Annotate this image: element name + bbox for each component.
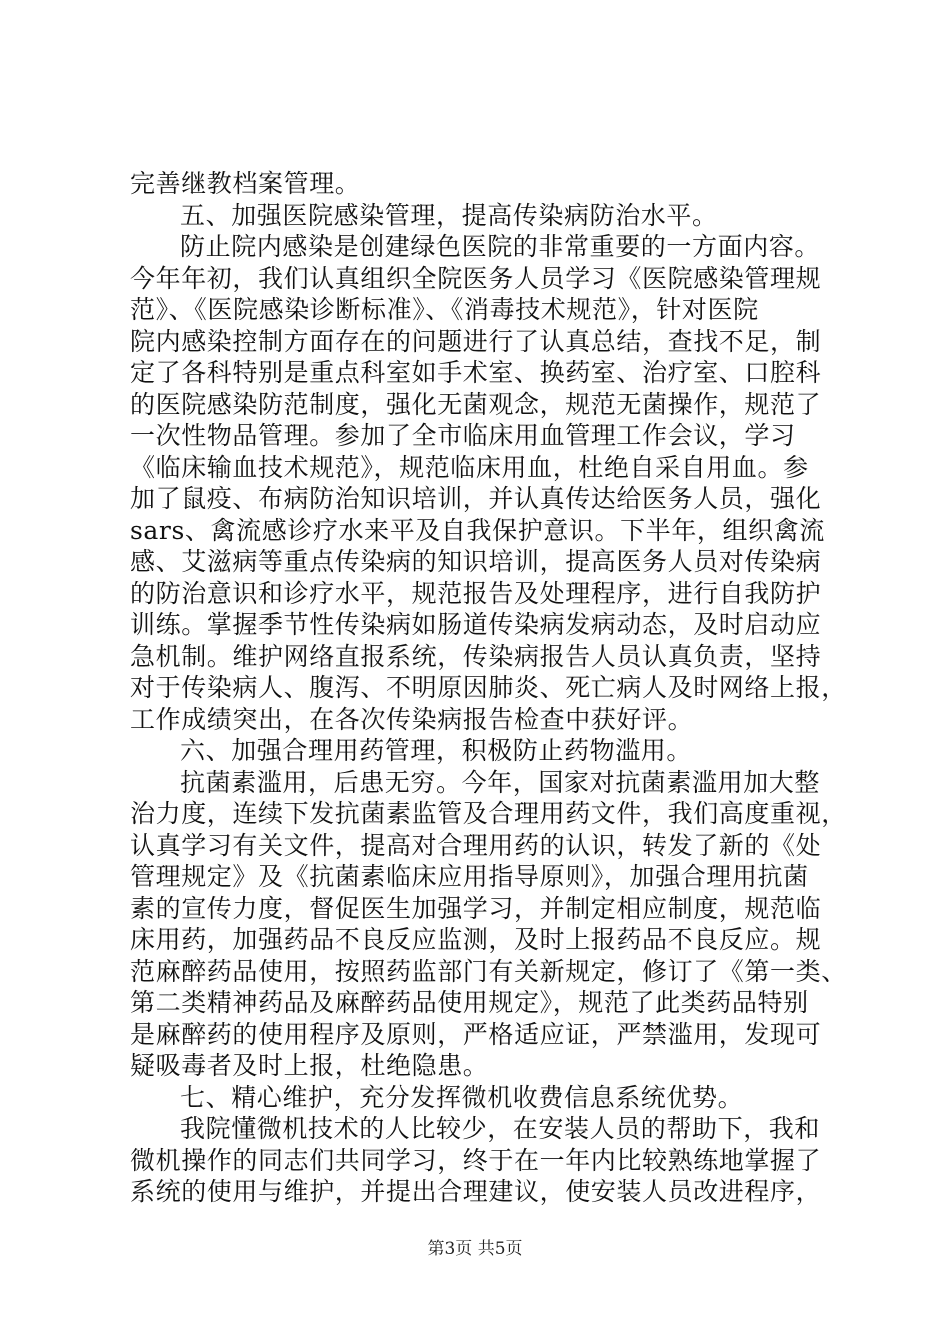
text-line: 院内感染控制方面存在的问题进行了认真总结，查找不足，制 — [130, 326, 822, 356]
text-line: 急机制。维护网络直报系统，传染病报告人员认真负责，坚持 — [130, 641, 822, 671]
page-footer: 第3页 共5页 — [427, 1239, 523, 1259]
text-line: 加了鼠疫、布病防治知识培训，并认真传达给医务人员，强化 — [130, 484, 822, 513]
document-body — [130, 168, 852, 1208]
text-line: 五、加强医院感染管理，提高传染病防治水平。 — [180, 200, 718, 230]
text-line: 七、精心维护，充分发挥微机收费信息系统优势。 — [180, 1082, 744, 1112]
text-line: 今年年初，我们认真组织全院医务人员学习《医院感染管理规 — [130, 263, 822, 293]
text-line: 范麻醉药品使用，按照药监部门有关新规定，修订了《第一类、 — [130, 956, 847, 986]
text-line: 训练。掌握季节性传染病如肠道传染病发病动态，及时启动应 — [130, 610, 822, 639]
text-line: 认真学习有关文件，提高对合理用药的认识，转发了新的《处 — [130, 830, 822, 860]
text-line: sars、禽流感诊疗水来平及自我保护意识。下半年，组织禽流 — [130, 515, 825, 545]
text-line: 微机操作的同志们共同学习，终于在一年内比较熟练地掌握了 — [130, 1145, 822, 1175]
text-line: 第二类精神药品及麻醉药品使用规定》，规范了此类药品特别 — [130, 988, 809, 1017]
text-line: 防止院内感染是创建绿色医院的非常重要的一方面内容。 — [180, 232, 821, 261]
text-line: 是麻醉药的使用程序及原则，严格适应证，严禁滥用，发现可 — [130, 1019, 822, 1049]
text-line: 完善继教档案管理。 — [130, 169, 361, 198]
text-line: 的防治意识和诊疗水平，规范报告及处理程序，进行自我防护 — [130, 578, 822, 608]
text-line: 一次性物品管理。参加了全市临床用血管理工作会议，学习 — [130, 421, 796, 450]
text-line: 感、艾滋病等重点传染病的知识培训，提高医务人员对传染病 — [130, 547, 822, 576]
text-line: 工作成绩突出，在各次传染病报告检查中获好评。 — [130, 704, 694, 734]
text-line: 治力度，连续下发抗菌素监管及合理用药文件，我们高度重视， — [130, 799, 847, 828]
text-line: 定了各科特别是重点科室如手术室、换药室、治疗室、口腔科 — [130, 358, 822, 387]
text-line: 疑吸毒者及时上报，杜绝隐患。 — [130, 1051, 489, 1080]
text-line: 我院懂微机技术的人比较少，在安装人员的帮助下，我和 — [180, 1114, 821, 1143]
text-line: 系统的使用与维护，并提出合理建议，使安装人员改进程序， — [130, 1177, 822, 1206]
text-line: 《临床输血技术规范》，规范临床用血，杜绝自采自用血。参 — [130, 452, 809, 482]
text-line: 六、加强合理用药管理，积极防止药物滥用。 — [180, 736, 693, 765]
text-line: 对于传染病人、腹泻、不明原因肺炎、死亡病人及时网络上报， — [130, 673, 847, 702]
text-line: 范》、《医院感染诊断标准》、《消毒技术规范》，针对医院 — [130, 295, 759, 324]
text-line: 床用药，加强药品不良反应监测，及时上报药品不良反应。规 — [130, 925, 822, 954]
text-line: 素的宣传力度，督促医生加强学习，并制定相应制度，规范临 — [130, 893, 822, 923]
text-line: 的医院感染防范制度，强化无菌观念，规范无菌操作，规范了 — [130, 389, 822, 419]
text-line: 管理规定》及《抗菌素临床应用指导原则》，加强合理用抗菌 — [130, 862, 809, 891]
text-line: 抗菌素滥用，后患无穷。今年，国家对抗菌素滥用加大整 — [180, 767, 821, 797]
